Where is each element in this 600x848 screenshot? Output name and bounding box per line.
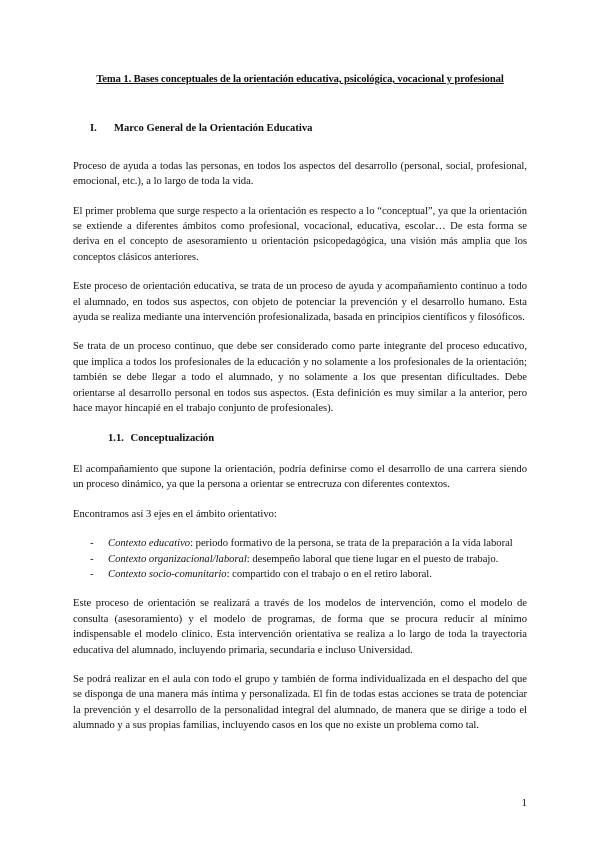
paragraph: Se podrá realizar en el aula con todo el grupo y también de forma individualizada en el despacho del que se disponga de una manera más íntima y personalizada. El fin de todas estas acciones se trata de potenciar la prevención y el desarrollo de la personalidad integral del alumnado, de manera que se dirige a todo el alumnado y a sus propias familias, incluyendo casos en los que no existe un problema como tal. — [73, 673, 527, 732]
section-heading-1 — [73, 121, 527, 136]
axis-term: Contexto organizacional/laboral — [108, 553, 247, 565]
axis-description: : periodo formativo de la persona, se trata de la preparación a la vida laboral — [190, 538, 513, 550]
list-bullet: - — [90, 553, 94, 565]
subsection-heading-1-1 — [73, 431, 527, 446]
section-title: Marco General de la Orientación Educativa — [114, 123, 313, 135]
list-bullet: - — [90, 538, 94, 550]
paragraph: El primer problema que surge respecto a la orientación es respecto a lo “conceptual”, ya que la orientación se extiende a diferentes ámbitos como profesional, vocacional, educativa, escolar… De esta forma se deriva en el concepto de asesoramiento u orientación psicopedagógica, una visión más amplia que los conceptos clásicos anteriores. — [73, 205, 527, 263]
axis-description: : desempeño laboral que tiene lugar en el puesto de trabajo. — [246, 553, 499, 565]
paragraph: Se trata de un proceso continuo, que debe ser considerado como parte integrante del proceso educativo, que implica a todos los profesionales de la educación y no solamente a los profesionales de la orientación; también se debe llegar a todo el alumnado, y no solamente a los que presentan dificultades. Debe orientarse al desarrollo personal en todos sus aspectos. (Esta definición es muy similar a la anterior, pero hace mayor hincapié en el trabajo conjunto de profesionales). — [73, 341, 527, 415]
paragraph: El acompañamiento que supone la orientación, podría definirse como el desarrollo de una carrera siendo un proceso dinámico, ya que la persona a orientar se entrecruza con diferentes contextos. — [73, 463, 527, 491]
list-item — [73, 567, 527, 582]
axis-term: Contexto socio-comunitario — [108, 568, 227, 580]
paragraph: Encontramos así 3 ejes en el ámbito orientativo: — [73, 508, 277, 520]
axis-description: : compartido con el trabajo o en el retiro laboral. — [226, 568, 432, 580]
list-item — [73, 552, 527, 567]
paragraph: Este proceso de orientación se realizará a través de los modelos de intervención, como el modelo de consulta (asesoramiento) y el modelo de programas, de forma que se procura reducir al mínimo indispensable el modelo clínico. Esta intervención orientativa se realiza a lo largo de toda la trayectoria educativa del alumnado, incluyendo primaria, secundaria e incluso Universidad. — [73, 598, 527, 656]
paragraph: Proceso de ayuda a todas las personas, en todos los aspectos del desarrollo (personal, social, profesional, emocional, etc.), a lo largo de toda la vida. — [73, 160, 527, 188]
document-title: Tema 1. Bases conceptuales de la orientación educativa, psicológica, vocacional y profesional — [96, 74, 504, 85]
section-number: I. — [90, 123, 97, 135]
list-bullet: - — [90, 568, 94, 580]
axis-term: Contexto educativo — [108, 538, 191, 550]
subsection-number: 1.1. — [108, 432, 124, 444]
subsection-title: Conceptualización — [130, 432, 215, 444]
axes-list — [73, 536, 527, 582]
page-number: 1 — [521, 797, 527, 809]
paragraph: Este proceso de orientación educativa, se trata de un proceso de ayuda y acompañamiento continuo a todo el alumnado, en todos sus aspectos, con objeto de potenciar la prevención y el desarrollo humano. Esta ayuda se realiza mediante una intervención profesionalizada, basada en principios científicos y filosóficos. — [73, 281, 527, 324]
list-item — [73, 536, 527, 551]
